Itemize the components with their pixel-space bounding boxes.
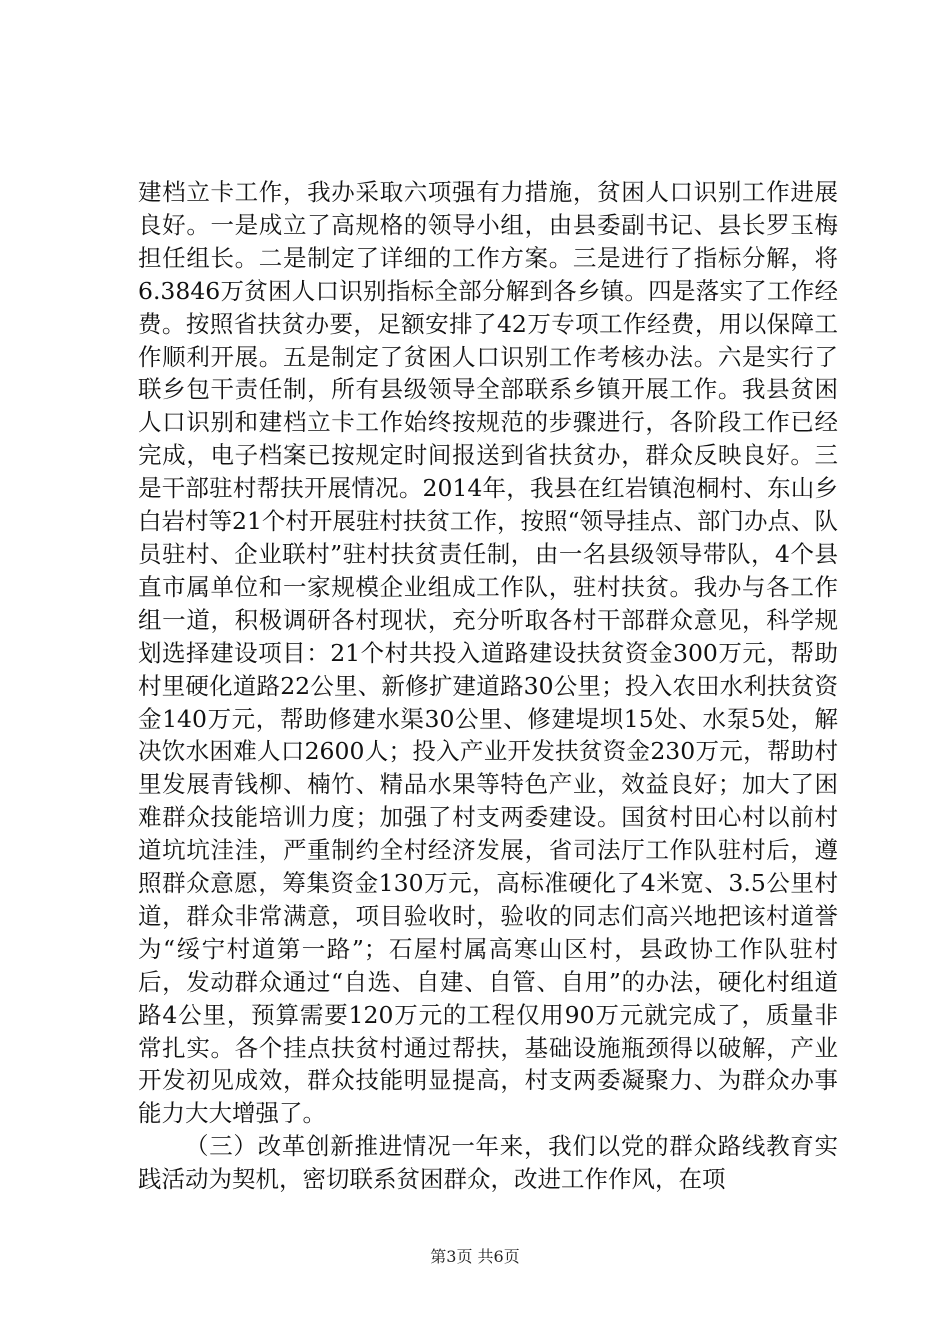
paragraph-1: 建档立卡工作，我办采取六项强有力措施，贫困人口识别工作进展良好。一是成立了高规格的领导小组，由县委副书记、县长罗玉梅担任组长。二是制定了详细的工作方案。三是进行了指标分解，将6.3846万贫困人口识别指标全部分解到各乡镇。四是落实了工作经费。按照省扶贫办要，足额安排了42万专项工作经费，用以保障工作顺利开展。五是制定了贫困人口识别工作考核办法。六是实行了联乡包干责任制，所有县级领导全部联系乡镇开展工作。我县贫困人口识别和建档立卡工作始终按规范的步骤进行，各阶段工作已经完成，电子档案已按规定时间报送到省扶贫办，群众反映良好。三是干部驻村帮扶开展情况。2014年，我县在红岩镇泡桐村、东山乡白岩村等21个村开展驻村扶贫工作，按照“领导挂点、部门办点、队员驻村、企业联村”驻村扶贫责任制，由一名县级领导带队，4个县直市属单位和一家规模企业组成工作队，驻村扶贫。我办与各工作组一道，积极调研各村现状，充分听取各村干部群众意见，科学规划选择建设项目：21个村共投入道路建设扶贫资金300万元，帮助村里硬化道路22公里、新修扩建道路30公里；投入农田水利扶贫资金140万元，帮助修建水渠30公里、修建堤坝15处、水泵5处，解决饮水困难人口2600人；投入产业开发扶贫资金230万元，帮助村里发展青钱柳、楠竹、精品水果等特色产业，效益良好；加大了困难群众技能培训力度；加强了村支两委建设。国贫村田心村以前村道坑坑洼洼，严重制约全村经济发展，省司法厅工作队驻村后，遵照群众意愿，筹集资金130万元，高标准硬化了4米宽、3.5公里村道，群众非常满意，项目验收时，验收的同志们高兴地把该村道誉为“绥宁村道第一路”；石屋村属高寒山区村，县政协工作队驻村后，发动群众通过“自选、自建、自管、自用”的办法，硬化村组道路4公里，预算需要120万元的工程仅用90万元就完成了，质量非常扎实。各个挂点扶贫村通过帮扶，基础设施瓶颈得以破解，产业开发初见成效，群众技能明显提高，村支两委凝聚力、为群众办事能力大大增强了。 (138, 178, 838, 1128)
paragraph-2: （三）改革创新推进情况一年来，我们以党的群众路线教育实践活动为契机，密切联系贫困群众，改进工作作风，在项 (138, 1132, 838, 1194)
page-footer: 第3页 共6页 (430, 1247, 520, 1266)
body-text (138, 176, 838, 1196)
